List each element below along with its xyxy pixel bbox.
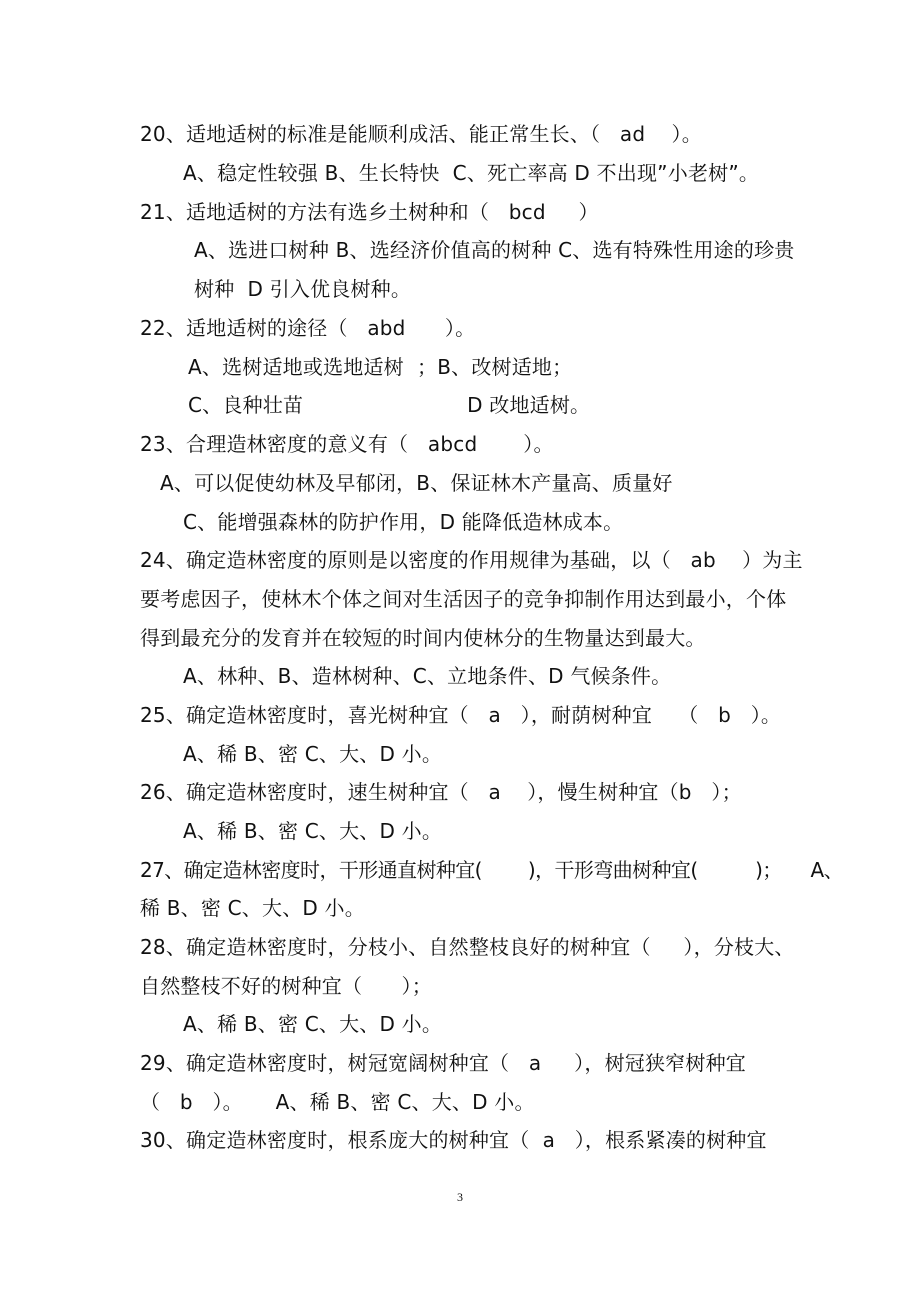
question-24-cont-1: 要考虑因子，使林木个体之间对生活因子的竞争抑制作用达到最小，个体 <box>140 587 787 611</box>
question-26: 26、确定造林密度时，速生树种宜（ a ），慢生树种宜（b ）； <box>140 780 742 804</box>
question-28-cont: 自然整枝不好的树种宜（ ）； <box>140 974 432 998</box>
question-24-options: A、林种、B、造林树种、C、立地条件、D 气候条件。 <box>183 664 672 688</box>
question-30: 30、确定造林密度时，根系庞大的树种宜（ a ），根系紧凑的树种宜 <box>140 1128 767 1152</box>
page-number: 3 <box>457 1190 463 1204</box>
question-23: 23、合理造林密度的意义有（ abcd ）。 <box>140 432 554 456</box>
question-20-options: A、稳定性较强 B、生长特快 C、死亡率高 D 不出现”小老树”。 <box>183 161 760 185</box>
question-27-options: 稀 B、密 C、大、D 小。 <box>140 896 365 920</box>
question-21-options: A、选进口树种 B、选经济价值高的树种 C、选有特殊性用途的珍贵 <box>194 238 795 262</box>
question-20: 20、适地适树的标准是能顺利成活、能正常生长、（ ad ）。 <box>140 122 702 146</box>
question-28: 28、确定造林密度时，分枝小、自然整枝良好的树种宜（ ），分枝大、 <box>140 935 795 959</box>
question-27: 27、确定造林密度时，干形通直树种宜( )，干形弯曲树种宜( )； A、 <box>140 858 843 882</box>
question-21: 21、适地适树的方法有选乡土树种和（ bcd ） <box>140 200 599 224</box>
question-22: 22、适地适树的途径（ abd ）。 <box>140 316 476 340</box>
question-22-options-cont: C、良种壮苗 D 改地适树。 <box>188 393 591 417</box>
question-26-options: A、稀 B、密 C、大、D 小。 <box>183 819 443 843</box>
question-28-options: A、稀 B、密 C、大、D 小。 <box>183 1012 443 1036</box>
question-24: 24、确定造林密度的原则是以密度的作用规律为基础，以（ ab ）为主 <box>140 548 803 572</box>
question-23-options: A、可以促使幼林及早郁闭，B、保证林木产量高、质量好 <box>160 471 673 495</box>
question-29: 29、确定造林密度时，树冠宽阔树种宜（ a ），树冠狭窄树种宜 <box>140 1051 746 1075</box>
question-25-options: A、稀 B、密 C、大、D 小。 <box>183 742 443 766</box>
question-25: 25、确定造林密度时，喜光树种宜（ a ），耐荫树种宜 （ b ）。 <box>140 703 782 727</box>
question-21-options-cont: 树种 D 引入优良树种。 <box>194 277 412 301</box>
question-23-options-cont: C、能增强森林的防护作用，D 能降低造林成本。 <box>183 510 624 534</box>
question-22-options: A、选树适地或选地适树 ；B、改树适地； <box>188 355 573 379</box>
question-29-cont: （ b ）。 A、稀 B、密 C、大、D 小。 <box>140 1090 535 1114</box>
question-24-cont-2: 得到最充分的发育并在较短的时间内使林分的生物量达到最大。 <box>140 626 706 650</box>
